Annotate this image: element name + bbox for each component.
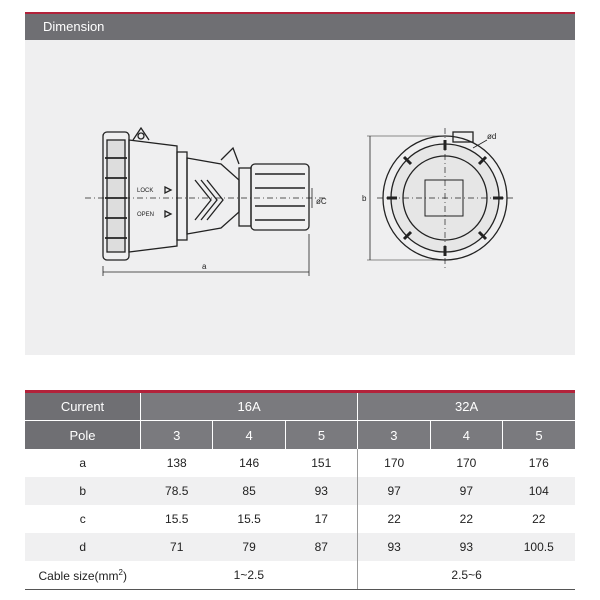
dimension-drawing: [25, 40, 575, 355]
value-cell: 79: [213, 533, 285, 561]
value-cell: 22: [503, 505, 575, 533]
current-label: Current: [25, 392, 141, 421]
value-cell: 146: [213, 449, 285, 477]
value-cell: 170: [430, 449, 502, 477]
table-row: [25, 533, 575, 561]
value-cell: 104: [503, 477, 575, 505]
pole-cell: 5: [285, 421, 357, 450]
row-label: a: [25, 449, 141, 477]
value-cell: 78.5: [141, 477, 213, 505]
row-label: b: [25, 477, 141, 505]
pole-cell: 3: [141, 421, 213, 450]
value-cell: 15.5: [141, 505, 213, 533]
value-cell: 87: [285, 533, 357, 561]
value-cell: 151: [285, 449, 357, 477]
value-cell: 17: [285, 505, 357, 533]
value-cell: 170: [358, 449, 430, 477]
side-view: [85, 128, 325, 276]
pole-cell: 3: [358, 421, 430, 450]
value-cell: 15.5: [213, 505, 285, 533]
cable-size-row: [25, 561, 575, 590]
value-cell: 100.5: [503, 533, 575, 561]
table-row: [25, 477, 575, 505]
value-cell: 93: [358, 533, 430, 561]
pole-cell: 5: [503, 421, 575, 450]
current-32a: 32A: [358, 392, 575, 421]
value-cell: 93: [285, 477, 357, 505]
dimension-panel: [25, 12, 575, 355]
pole-cell: 4: [213, 421, 285, 450]
value-cell: 85: [213, 477, 285, 505]
cable-size-32a: 2.5~6: [358, 561, 575, 590]
current-16a: 16A: [141, 392, 358, 421]
value-cell: 176: [503, 449, 575, 477]
dim-b-label: b: [362, 194, 367, 203]
value-cell: 22: [430, 505, 502, 533]
row-label: d: [25, 533, 141, 561]
pole-header-row: [25, 421, 575, 450]
pole-label: Pole: [25, 421, 141, 450]
value-cell: 22: [358, 505, 430, 533]
lock-label: LOCK: [137, 188, 154, 194]
section-header: [25, 12, 575, 40]
dimension-table: [25, 390, 575, 590]
value-cell: 71: [141, 533, 213, 561]
cable-size-16a: 1~2.5: [141, 561, 358, 590]
open-label: OPEN: [137, 212, 155, 218]
value-cell: 97: [430, 477, 502, 505]
dim-c-label: øC: [316, 197, 327, 206]
value-cell: 93: [430, 533, 502, 561]
pole-cell: 4: [430, 421, 502, 450]
dim-a-label: a: [202, 262, 207, 271]
value-cell: 97: [358, 477, 430, 505]
value-cell: 138: [141, 449, 213, 477]
front-view: [367, 128, 513, 268]
section-title: Dimension: [43, 19, 105, 34]
row-label: c: [25, 505, 141, 533]
table-row: [25, 505, 575, 533]
table-row: [25, 449, 575, 477]
current-header-row: [25, 392, 575, 421]
cable-size-label: Cable $size(mm^2)$: [25, 561, 141, 590]
dim-d-label: ød: [487, 132, 497, 141]
